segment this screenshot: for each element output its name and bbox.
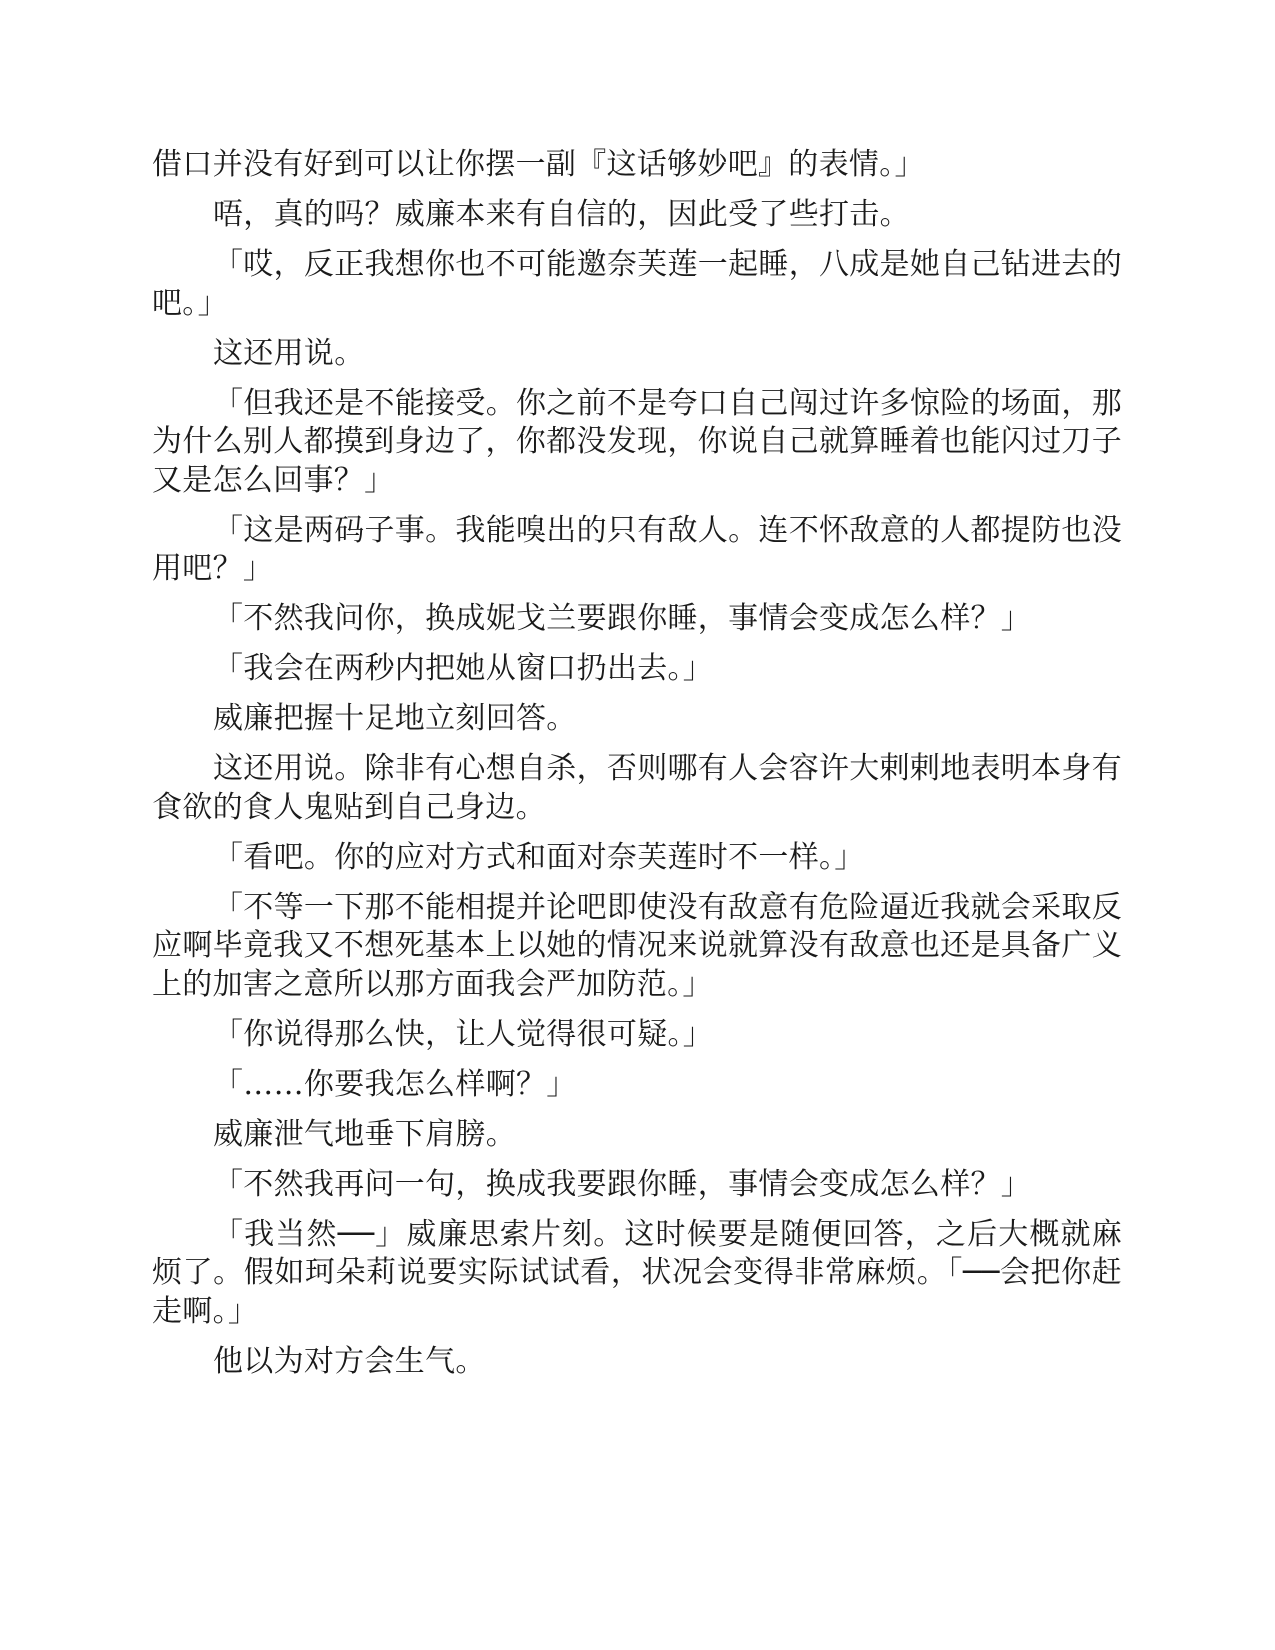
paragraph: 威廉泄气地垂下肩膀。	[213, 1116, 516, 1152]
paragraph: 威廉把握十足地立刻回答。	[213, 701, 577, 736]
paragraph: 「哎，反正我想你也不可能邀奈芙莲一起睡，八成是她自己钻进去的吧。」	[152, 247, 1122, 321]
paragraph: 「……你要我怎么样啊？」	[213, 1066, 577, 1102]
paragraph: 他以为对方会生气。	[213, 1343, 486, 1379]
paragraph: 唔，真的吗？威廉本来有自信的，因此受了些打击。	[213, 197, 910, 232]
paragraph: 「不然我问你，换成妮戈兰要跟你睡，事情会变成怎么样？」	[213, 601, 1032, 636]
paragraph: 这还用说。除非有心想自杀，否则哪有人会容许大剌剌地表明本身有食欲的食人鬼贴到自己身边。	[152, 751, 1122, 825]
paragraph: 「但我还是不能接受。你之前不是夸口自己闯过许多惊险的场面，那为什么别人都摸到身边了，你都没发现，你说自己就算睡着也能闪过刀子又是怎么回事？」	[152, 385, 1122, 498]
paragraph: 「我会在两秒内把她从窗口扔出去。」	[213, 651, 714, 686]
paragraph: 「不等一下那不能相提并论吧即使没有敌意有危险逼近我就会采取反应啊毕竟我又不想死基本上以她的情况来说就算没有敌意也还是具备广义上的加害之意所以那方面我会严加防范。」	[152, 889, 1122, 1002]
paragraph: 「看吧。你的应对方式和面对奈芙莲时不一样。」	[213, 839, 865, 875]
paragraph: 「不然我再问一句，换成我要跟你睡，事情会变成怎么样？」	[213, 1166, 1032, 1202]
paragraph: 借口并没有好到可以让你摆一副『这话够妙吧』的表情。」	[152, 147, 925, 182]
paragraph: 「你说得那么快，让人觉得很可疑。」	[213, 1016, 714, 1052]
paragraph: 「我当然──」威廉思索片刻。这时候要是随便回答，之后大概就麻烦了。假如珂朵莉说要实际试试看，状况会变得非常麻烦。「──会把你赶走啊。」	[152, 1216, 1122, 1329]
paragraph: 这还用说。	[213, 335, 365, 371]
body-text	[152, 146, 1122, 1393]
paragraph: 「这是两码子事。我能嗅出的只有敌人。连不怀敌意的人都提防也没用吧？」	[152, 512, 1122, 586]
